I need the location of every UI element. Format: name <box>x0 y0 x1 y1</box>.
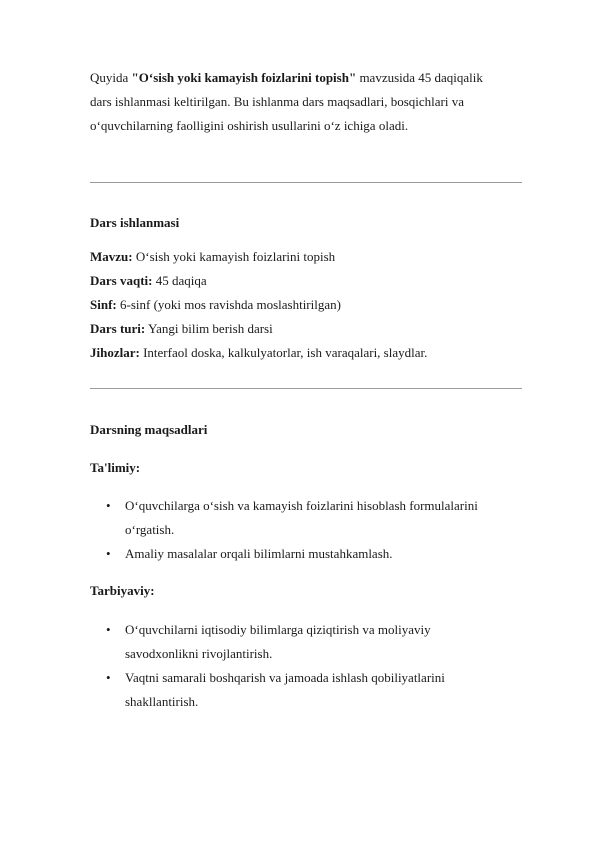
bullet-icon: • <box>106 498 111 513</box>
upbringing-list <box>90 618 490 714</box>
detail-row-type <box>90 317 427 341</box>
detail-row-grade <box>90 293 427 317</box>
detail-label: Dars turi: <box>90 321 146 336</box>
objectives-heading: Darsning maqsadlari <box>90 422 208 437</box>
detail-value: Interfaol doska, kalkulyatorlar, ish varaqalari, slaydlar. <box>139 345 428 360</box>
list-item-text: O‘quvchilarga o‘sish va kamayish foizlarini hisoblash formulalarini o‘rgatish. <box>125 498 478 537</box>
divider-2 <box>90 388 522 389</box>
intro-topic: "O‘sish yoki kamayish foizlarini topish" <box>131 70 357 85</box>
detail-value: 6-sinf (yoki mos ravishda moslashtirilgan) <box>116 297 341 312</box>
bullet-icon: • <box>106 670 111 685</box>
intro-prefix: Quyida <box>90 70 132 85</box>
list-item <box>90 542 490 566</box>
bullet-icon: • <box>106 546 111 561</box>
intro-suffix: mavzusida 45 daqiqalik dars ishlanmasi keltirilgan. Bu ishlanma dars maqsadlari, bosqichlari va o‘quvchilarning faolligini oshirish usullarini o‘z ichiga oladi. <box>90 70 483 133</box>
detail-label: Dars vaqti: <box>90 273 153 288</box>
list-item <box>90 666 490 714</box>
detail-label: Jihozlar: <box>90 345 140 360</box>
educational-list <box>90 494 490 566</box>
detail-value: O‘sish yoki kamayish foizlarini topish <box>132 249 336 264</box>
educational-heading: Ta'limiy: <box>90 460 141 475</box>
detail-row-equipment <box>90 341 427 365</box>
upbringing-heading: Tarbiyaviy: <box>90 583 155 598</box>
list-item-text: O‘quvchilarni iqtisodiy bilimlarga qiziqtirish va moliyaviy savodxonlikni rivojlantirish. <box>125 622 431 661</box>
detail-value: Yangi bilim berish darsi <box>145 321 273 336</box>
divider-1 <box>90 182 522 183</box>
list-item-text: Amaliy masalalar orqali bilimlarni mustahkamlash. <box>125 546 393 561</box>
detail-label: Sinf: <box>90 297 117 312</box>
lesson-plan-heading: Dars ishlanmasi <box>90 215 180 230</box>
detail-row-duration <box>90 269 427 293</box>
intro-paragraph <box>90 66 490 138</box>
detail-row-topic <box>90 245 427 269</box>
bullet-icon: • <box>106 622 111 637</box>
detail-label: Mavzu: <box>90 249 133 264</box>
detail-value: 45 daqiqa <box>152 273 207 288</box>
list-item <box>90 618 490 666</box>
list-item <box>90 494 490 542</box>
list-item-text: Vaqtni samarali boshqarish va jamoada ishlash qobiliyatlarini shakllantirish. <box>125 670 445 709</box>
lesson-plan-details <box>90 245 427 365</box>
